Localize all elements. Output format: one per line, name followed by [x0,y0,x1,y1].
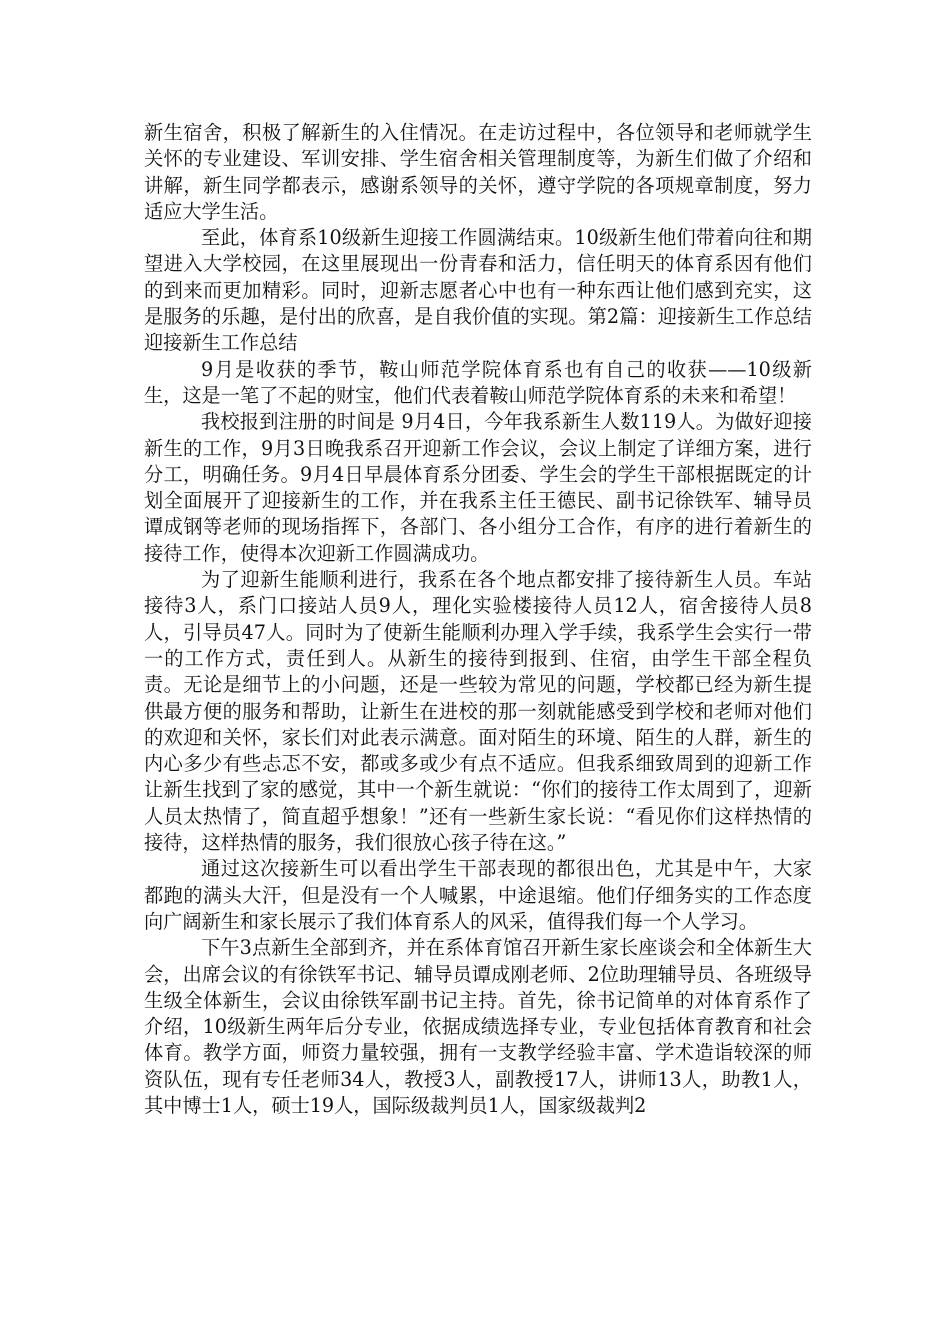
paragraph-2: 至此，体育系10级新生迎接工作圆满结束。10级新生他们带着向往和期望进入大学校园，在这里展现出一份青春和活力，信任明天的体育系因有他们的到来而更加精彩。同时，迎新志愿者心中也有一种东西让他们感到充实，这是服务的乐趣，是付出的欣喜，是自我价值的实现。第2篇：迎接新生工作总结迎接新生工作总结 [144,226,812,355]
paragraph-3: 9月是收获的季节，鞍山师范学院体育系也有自己的收获——10级新生，这是一笔了不起的财宝，他们代表着鞍山师范学院体育系的未来和希望！ [144,357,812,407]
paragraph-4: 我校报到注册的时间是 9月4日，今年我系新生人数119人。为做好迎接新生的工作，9月3日晚我系召开迎新工作会议，会议上制定了详细方案，进行分工，明确任务。9月4日早晨体育系分团委、学生会的学生干部根据既定的计划全面展开了迎接新生的工作，并在我系主任王德民、副书记徐铁军、辅导员谭成钢等老师的现场指挥下，各部门、各小组分工合作，有序的进行着新生的接待工作，使得本次迎新工作圆满成功。 [144,410,812,565]
paragraph-7: 下午3点新生全部到齐，并在系体育馆召开新生家长座谈会和全体新生大会，出席会议的有徐铁军书记、辅导员谭成刚老师、2位助理辅导员、各班级导生级全体新生，会议由徐铁军副书记主持。首先，徐书记简单的对体育系作了介绍，10级新生两年后分专业，依据成绩选择专业，专业包括体育教育和社会体育。教学方面，师资力量较强，拥有一支教学经验丰富、学术造诣较深的师资队伍，现有专任老师34人，教授3人，副教授17人，讲师13人，助教1人，其中博士1人，硕士19人，国际级裁判员1人，国家级裁判2 [144,936,812,1117]
paragraph-1: 新生宿舍，积极了解新生的入住情况。在走访过程中，各位领导和老师就学生关怀的专业建设、军训安排、学生宿舍相关管理制度等，为新生们做了介绍和讲解，新生同学都表示，感谢系领导的关怀，遵守学院的各项规章制度，努力适应大学生活。 [144,121,812,223]
paragraph-5: 为了迎新生能顺利进行，我系在各个地点都安排了接待新生人员。车站接待3人，系门口接站人员9人，理化实验楼接待人员12人，宿舍接待人员8人，引导员47人。同时为了使新生能顺利办理入学手续，我系学生会实行一带一的工作方式，责任到人。从新生的接待到报到、住宿，由学生干部全程负责。无论是细节上的小问题，还是一些较为常见的问题，学校都已经为新生提供最方便的服务和帮助，让新生在进校的那一刻就能感受到学校和老师对他们的欢迎和关怀，家长们对此表示满意。面对陌生的环境、陌生的人群，新生的内心多少有些忐忑不安，都或多或少有点不适应。但我系细致周到的迎新工作让新生找到了家的感觉，其中一个新生就说：“你们的接待工作太周到了，迎新人员太热情了，简直超乎想象！”还有一些新生家长说：“看见你们这样热情的接待，这样热情的服务，我们很放心孩子待在这。” [144,568,812,855]
document-body [144,120,812,1119]
paragraph-6: 通过这次接新生可以看出学生干部表现的都很出色，尤其是中午，大家都跑的满头大汗，但是没有一个人喊累，中途退缩。他们仔细务实的工作态度向广阔新生和家长展示了我们体育系人的风采，值得我们每一个人学习。 [144,857,812,933]
